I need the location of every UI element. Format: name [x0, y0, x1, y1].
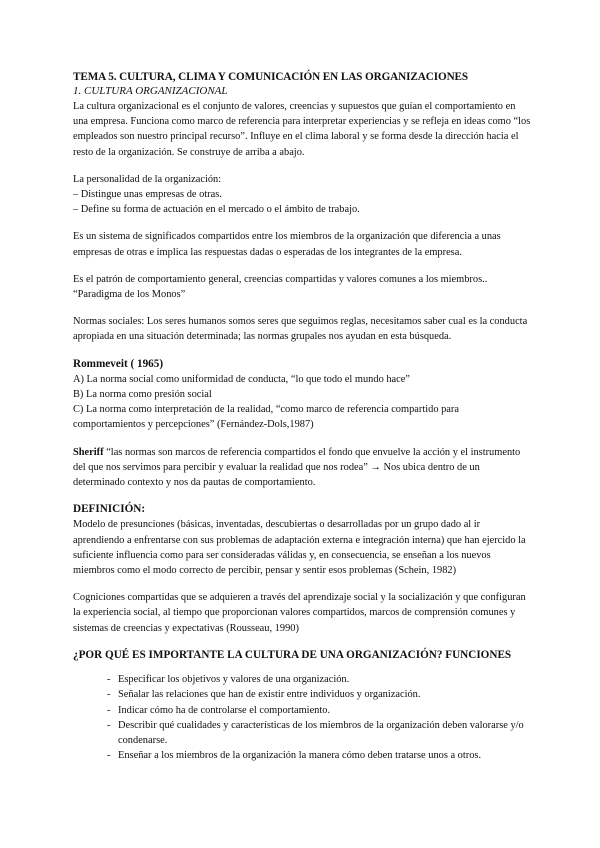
pattern-paragraph: Es el patrón de comportamiento general, creencias compartidas y valores comunes a los miembros.. — [73, 273, 488, 285]
sheriff-name: Sheriff — [73, 446, 104, 458]
rommetveit-item: A) La norma social como uniformidad de conducta, “lo que todo el mundo hace” — [73, 373, 411, 385]
rommetveit-item: C) La norma como interpretación de la realidad, “como marco de referencia compartido para comportamientos y percepciones” (Fernández-Dols,1987) — [73, 404, 459, 431]
sheriff-quote: “las normas son marcos de referencia compartidos el fondo que envuelve la acción y el instrumento del que nos servimos para percibir y evaluar la realidad que nos rodea” → Nos ubica dentro de un determinado contexto y nos da pautas de comportamiento. — [73, 446, 521, 489]
cognitions-paragraph: Cogniciones compartidas que se adquieren a través del aprendizaje social y la socialización y que configuran la experiencia social, al tiempo que proporcionan valores compartidos, marcos de comprensión comunes y sistemas de creencias y expectativas (Rousseau, 1990) — [73, 592, 526, 634]
system-paragraph: Es un sistema de significados compartidos entre los miembros de la organización que diferencia a unas empresas de otras e implica las respuestas dadas o esperadas de los integrantes de la empresa. — [73, 231, 501, 258]
definition-heading: DEFINICIÓN: — [73, 503, 146, 516]
section-heading-cultura: 1. CULTURA ORGANIZACIONAL — [73, 85, 228, 97]
list-item: - Enseñar a los miembros de la organización la manera cómo deben tratarse unos a otros. — [107, 748, 531, 763]
norms-paragraph: Normas sociales: Los seres humanos somos seres que seguimos reglas, necesitamos saber cual es la conducta apropiada en una situación determinada; las normas grupales nos ayudan en esta búsqueda. — [73, 316, 528, 343]
paradigm-quote: “Paradigma de los Monos” — [73, 289, 186, 301]
rommetveit-block — [73, 357, 531, 433]
document-body — [73, 70, 531, 763]
rommetveit-item: B) La norma como presión social — [73, 389, 212, 401]
document-title: TEMA 5. CULTURA, CLIMA Y COMUNICACIÓN EN LAS ORGANIZACIONES — [73, 71, 469, 83]
pattern-block — [73, 272, 531, 302]
list-item: - Describir qué cualidades y características de los miembros de la organización deben valorarse y/o condenarse. — [107, 718, 531, 748]
rommetveit-heading: Rommeveit ( 1965) — [73, 357, 164, 370]
personality-label: La personalidad de la organización: — [73, 173, 222, 185]
personality-block — [73, 172, 531, 218]
personality-item: – Define su forma de actuación en el mercado o el ámbito de trabajo. — [73, 204, 360, 216]
sheriff-paragraph — [73, 445, 531, 491]
definition-paragraph: Modelo de presunciones (básicas, inventadas, descubiertas o desarrolladas por un grupo dado al ir aprendiendo a enfrentarse con sus problemas de adaptación externa e integración interna) que han ejercido la suficiente influencia como para ser consideradas válidas y, en consecuencia, se enseñan a los nuevos miembros como el modo correcto de percibir, pensar y sentir esos problemas (Schein, 1982) — [73, 519, 526, 577]
list-item: - Indicar cómo ha de controlarse el comportamiento. — [107, 703, 531, 718]
importance-heading: ¿POR QUÉ ES IMPORTANTE LA CULTURA DE UNA ORGANIZACIÓN? FUNCIONES — [73, 648, 512, 661]
functions-list — [73, 672, 531, 763]
intro-paragraph: La cultura organizacional es el conjunto de valores, creencias y supuestos que guían el comportamiento en una empresa. Funciona como marco de referencia para interpretar experiencias y se refleja en ideas como “los empleados son nuestro principal recurso”. Influye en el clima laboral y se forma desde la dirección hacia el resto de la organización. Se construye de arriba a abajo. — [73, 101, 531, 158]
list-item: - Señalar las relaciones que han de existir entre individuos y organización. — [107, 687, 531, 702]
personality-item: – Distingue unas empresas de otras. — [73, 189, 222, 201]
list-item: - Especificar los objetivos y valores de una organización. — [107, 672, 531, 687]
